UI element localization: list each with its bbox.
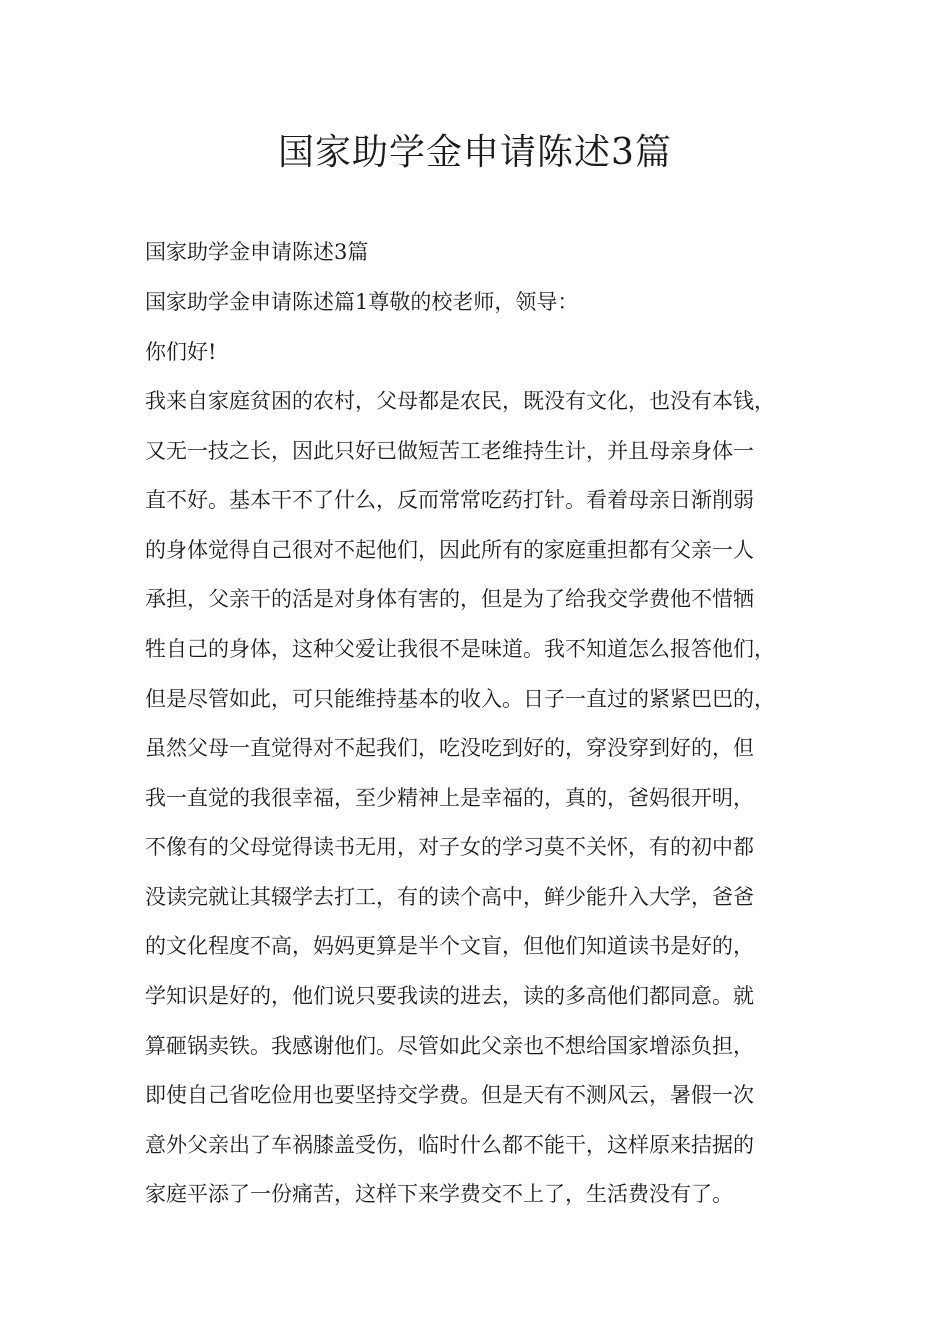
text-line: 家庭平添了一份痛苦，这样下来学费交不上了，生活费没有了。 (145, 1182, 733, 1206)
text-line: 我来自家庭贫困的农村，父母都是农民，既没有文化，也没有本钱， (145, 389, 775, 413)
text-line: 学知识是好的，他们说只要我读的进去，读的多高他们都同意。就 (145, 984, 754, 1008)
text-line: 没读完就让其辍学去打工，有的读个高中，鲜少能升入大学，爸爸 (145, 885, 754, 909)
text-line: 牲自己的身体，这种父爱让我很不是味道。我不知道怎么报答他们， (145, 637, 775, 661)
text-line: 的文化程度不高，妈妈更算是半个文盲，但他们知道读书是好的， (145, 934, 754, 958)
text-line: 我一直觉的我很幸福，至少精神上是幸福的，真的，爸妈很开明， (145, 786, 754, 810)
text-line: 但是尽管如此，可只能维持基本的收入。日子一直过的紧紧巴巴的， (145, 687, 775, 711)
text-line: 意外父亲出了车祸膝盖受伤，临时什么都不能干，这样原来拮据的 (145, 1133, 754, 1157)
text-line: 又无一技之长，因此只好已做短苦工老维持生计，并且母亲身体一 (145, 439, 754, 463)
text-line-greeting: 你们好! (145, 340, 217, 364)
document-title: 国家助学金申请陈述3篇 (278, 132, 672, 173)
text-line: 承担，父亲干的活是对身体有害的，但是为了给我交学费他不惜牺 (145, 587, 754, 611)
text-line: 的身体觉得自己很对不起他们，因此所有的家庭重担都有父亲一人 (145, 538, 754, 562)
text-line-salutation: 国家助学金申请陈述篇1尊敬的校老师，领导： (145, 290, 579, 314)
text-line-heading: 国家助学金申请陈述3篇 (145, 240, 369, 264)
text-line: 虽然父母一直觉得对不起我们，吃没吃到好的，穿没穿到好的，但 (145, 736, 754, 760)
text-line: 算砸锅卖铁。我感谢他们。尽管如此父亲也不想给国家增添负担， (145, 1034, 754, 1058)
text-line: 直不好。基本干不了什么，反而常常吃药打针。看着母亲日渐削弱 (145, 488, 754, 512)
text-line: 即使自己省吃俭用也要坚持交学费。但是天有不测风云，暑假一次 (145, 1083, 754, 1107)
text-line: 不像有的父母觉得读书无用，对子女的学习莫不关怀，有的初中都 (145, 835, 754, 859)
